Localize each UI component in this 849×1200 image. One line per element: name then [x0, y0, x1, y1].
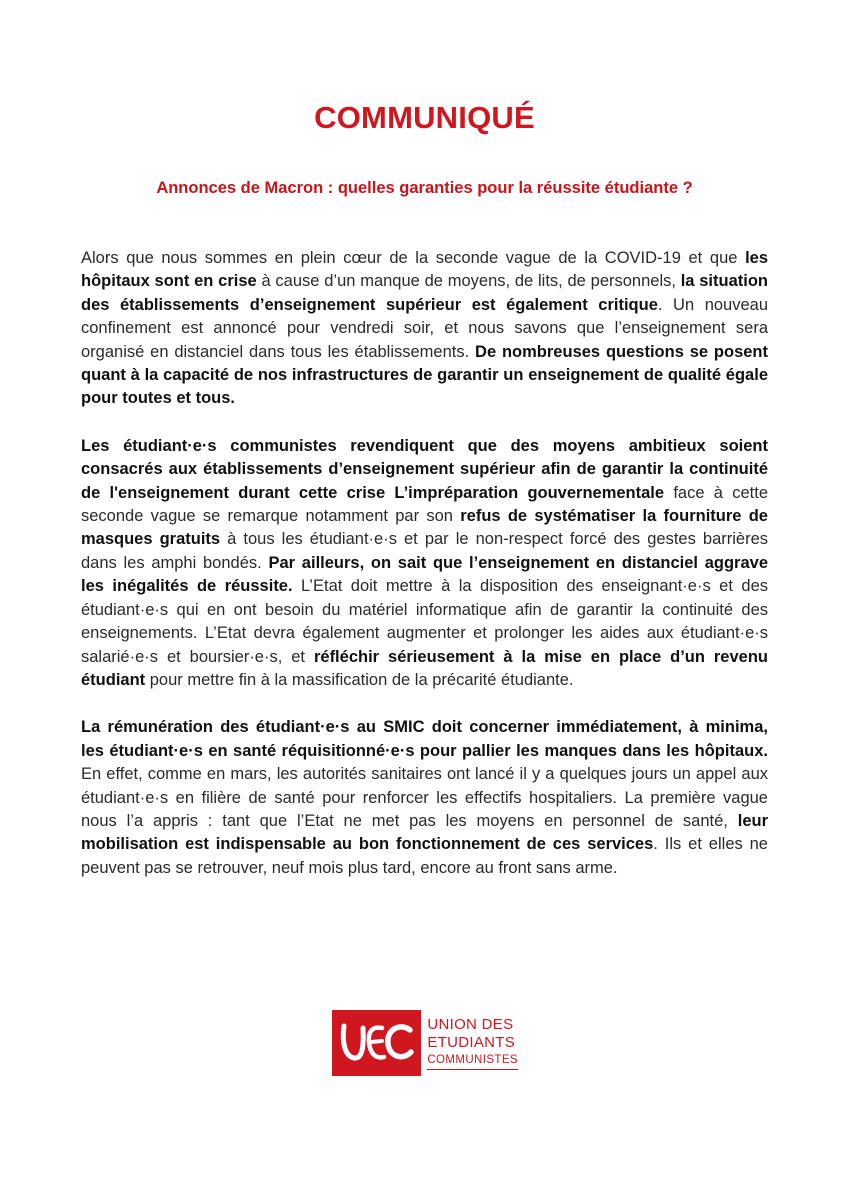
- page-subtitle: Annonces de Macron : quelles garanties pour la réussite étudiante ?: [156, 179, 693, 197]
- bold-text-run: De nombreuses questions se posent quant à la capacité de nos infrastructures de garantir un enseignement de qualité égale pour toutes et tous.: [81, 342, 768, 408]
- paragraph-3: [81, 716, 768, 880]
- text-run: L’Etat doit mettre à la disposition des enseignant·e·s et des étudiant·e·s qui en ont besoin du matériel informatique afin de garantir la continuité des enseignements. L’Etat devra également augmenter et prolonger les aides aux étudiant·e·s salarié·e·s et boursier·e·s, et: [81, 577, 768, 666]
- paragraph-2: [81, 435, 768, 692]
- body-text: [81, 247, 768, 904]
- logo-line-communistes: COMMUNISTES: [427, 1052, 518, 1070]
- bold-text-run: refus de systématiser la fourniture de masques gratuits: [81, 507, 768, 549]
- text-run: . Ils et elles ne peuvent pas se retrouver, neuf mois plus tard, encore au front sans arme.: [81, 835, 768, 877]
- text-run: face à cette seconde vague se remarque notamment par son: [81, 483, 769, 526]
- text-run: . Un nouveau confinement est annoncé pour vendredi soir, et nous savons que l’enseignement sera organisé en distanciel dans tous les établissements.: [81, 295, 768, 361]
- bold-text-run: La rémunération des étudiant·e·s au SMIC doit concerner immédiatement, à minima, les étudiant·e·s en santé réquisitionné·e·s pour pallier les manques dans les hôpitaux.: [81, 718, 768, 760]
- paragraph-1: [81, 247, 768, 411]
- logo-line-union-des: UNION DES: [427, 1016, 514, 1033]
- text-run: à tous les étudiant·e·s et par le non-respect forcé des gestes barrières dans les amphi bondés.: [81, 530, 769, 572]
- bold-text-run: leur mobilisation est indispensable au bon fonctionnement de ces services: [81, 811, 768, 854]
- bold-text-run: la situation des établissements d’enseignement supérieur est également critique: [81, 272, 769, 314]
- text-run: à cause d’un manque de moyens, de lits, de personnels,: [256, 272, 681, 291]
- uec-logo-text: [421, 1010, 518, 1076]
- bold-text-run: les hôpitaux sont en crise: [81, 249, 768, 291]
- uec-logo-icon: [338, 1018, 416, 1068]
- text-run: Alors que nous sommes en plein cœur de la seconde vague de la COVID-19 et que: [81, 249, 746, 267]
- bold-text-run: Par ailleurs, on sait que l’enseignement en distanciel aggrave les inégalités de réussite.: [81, 553, 768, 596]
- uec-logo-mark: [332, 1010, 421, 1076]
- text-run: pour mettre fin à la massification de la précarité étudiante.: [145, 670, 574, 689]
- uec-logo: [332, 1010, 518, 1076]
- bold-text-run: réfléchir sérieusement à la mise en place d’un revenu étudiant: [81, 647, 768, 689]
- logo-line-etudiants: ETUDIANTS: [427, 1034, 516, 1051]
- page-title: COMMUNIQUÉ: [314, 100, 535, 135]
- text-run: En effet, comme en mars, les autorités sanitaires ont lancé il y a quelques jours un appel aux étudiant·e·s en filière de santé pour renforcer les effectifs hospitaliers. La première vague nous l’a appris : tant que l’Etat ne met pas les moyens en personnel de santé,: [81, 765, 768, 830]
- bold-text-run: Les étudiant·e·s communistes revendiquent que des moyens ambitieux soient consacrés aux établissements d’enseignement supérieur afin de garantir la continuité de l'enseignement durant cette crise L’impréparation gouvernementale: [81, 436, 768, 502]
